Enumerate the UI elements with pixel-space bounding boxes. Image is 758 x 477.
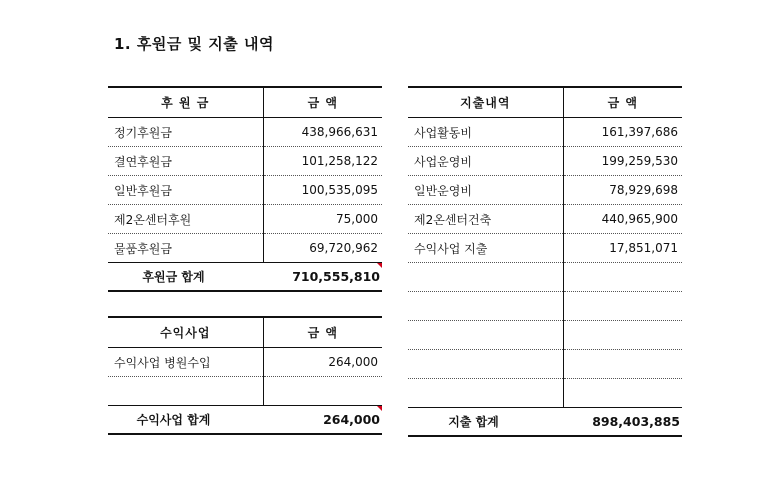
table-row [108, 205, 382, 234]
comment-marker-icon[interactable] [377, 263, 382, 268]
table-row [108, 234, 382, 263]
page-title: 1. 후원금 및 지출 내역 [114, 35, 274, 53]
total-amount[interactable]: 898,403,885 [563, 408, 682, 437]
row-amount[interactable]: 75,000 [263, 205, 382, 234]
row-name[interactable]: 사업운영비 [408, 147, 563, 176]
row-name[interactable]: 수익사업 병원수입 [108, 348, 263, 377]
table-row [408, 176, 682, 205]
table-row [408, 147, 682, 176]
total-label[interactable]: 후원금 합계 [108, 263, 263, 292]
empty-cell[interactable] [563, 379, 682, 408]
empty-cell[interactable] [563, 292, 682, 321]
total-row [108, 263, 382, 292]
table-row [108, 348, 382, 377]
row-amount[interactable]: 69,720,962 [263, 234, 382, 263]
table-header-row [108, 87, 382, 118]
row-name[interactable]: 결연후원금 [108, 147, 263, 176]
total-amount: 264,000 [323, 412, 380, 427]
row-name[interactable]: 물품후원금 [108, 234, 263, 263]
table-row [408, 205, 682, 234]
empty-cell[interactable] [108, 377, 263, 406]
total-row [408, 408, 682, 437]
table-header-row [408, 87, 682, 118]
total-label[interactable]: 수익사업 합계 [108, 406, 263, 435]
table-row [108, 118, 382, 147]
table-row-empty [408, 321, 682, 350]
table-row-empty [408, 292, 682, 321]
row-amount[interactable]: 264,000 [263, 348, 382, 377]
row-amount[interactable]: 438,966,631 [263, 118, 382, 147]
header-category: 지출내역 [408, 87, 563, 118]
row-amount[interactable]: 78,929,698 [563, 176, 682, 205]
row-name[interactable]: 일반운영비 [408, 176, 563, 205]
empty-cell[interactable] [408, 350, 563, 379]
table-row-empty [108, 377, 382, 406]
header-category: 후 원 금 [108, 87, 263, 118]
empty-cell[interactable] [563, 263, 682, 292]
row-name[interactable]: 사업활동비 [408, 118, 563, 147]
row-name[interactable]: 정기후원금 [108, 118, 263, 147]
table-row [108, 176, 382, 205]
empty-cell[interactable] [408, 263, 563, 292]
row-amount[interactable]: 17,851,071 [563, 234, 682, 263]
table-row [408, 118, 682, 147]
row-amount[interactable]: 161,397,686 [563, 118, 682, 147]
comment-marker-icon[interactable] [377, 406, 382, 411]
row-name[interactable]: 일반후원금 [108, 176, 263, 205]
table-row-empty [408, 379, 682, 408]
header-amount: 금 액 [563, 87, 682, 118]
donation-table [108, 86, 382, 292]
table-row [108, 147, 382, 176]
empty-cell[interactable] [563, 321, 682, 350]
row-name[interactable]: 제2온센터건축 [408, 205, 563, 234]
total-label[interactable]: 지출 합계 [408, 408, 563, 437]
table-row-empty [408, 350, 682, 379]
row-amount[interactable]: 199,259,530 [563, 147, 682, 176]
total-amount: 710,555,810 [292, 269, 380, 284]
expense-table [408, 86, 682, 437]
empty-cell[interactable] [408, 321, 563, 350]
table-row-empty [408, 263, 682, 292]
empty-cell[interactable] [408, 292, 563, 321]
total-row [108, 406, 382, 435]
row-amount[interactable]: 440,965,900 [563, 205, 682, 234]
total-amount-cell[interactable] [263, 263, 382, 292]
empty-cell[interactable] [563, 350, 682, 379]
empty-cell[interactable] [263, 377, 382, 406]
row-amount[interactable]: 101,258,122 [263, 147, 382, 176]
header-category: 수익사업 [108, 317, 263, 348]
row-name[interactable]: 수익사업 지출 [408, 234, 563, 263]
row-name[interactable]: 제2온센터후원 [108, 205, 263, 234]
header-amount: 금 액 [263, 317, 382, 348]
table-header-row [108, 317, 382, 348]
revenue-table [108, 316, 382, 435]
header-amount: 금 액 [263, 87, 382, 118]
table-row [408, 234, 682, 263]
row-amount[interactable]: 100,535,095 [263, 176, 382, 205]
empty-cell[interactable] [408, 379, 563, 408]
total-amount-cell[interactable] [263, 406, 382, 435]
